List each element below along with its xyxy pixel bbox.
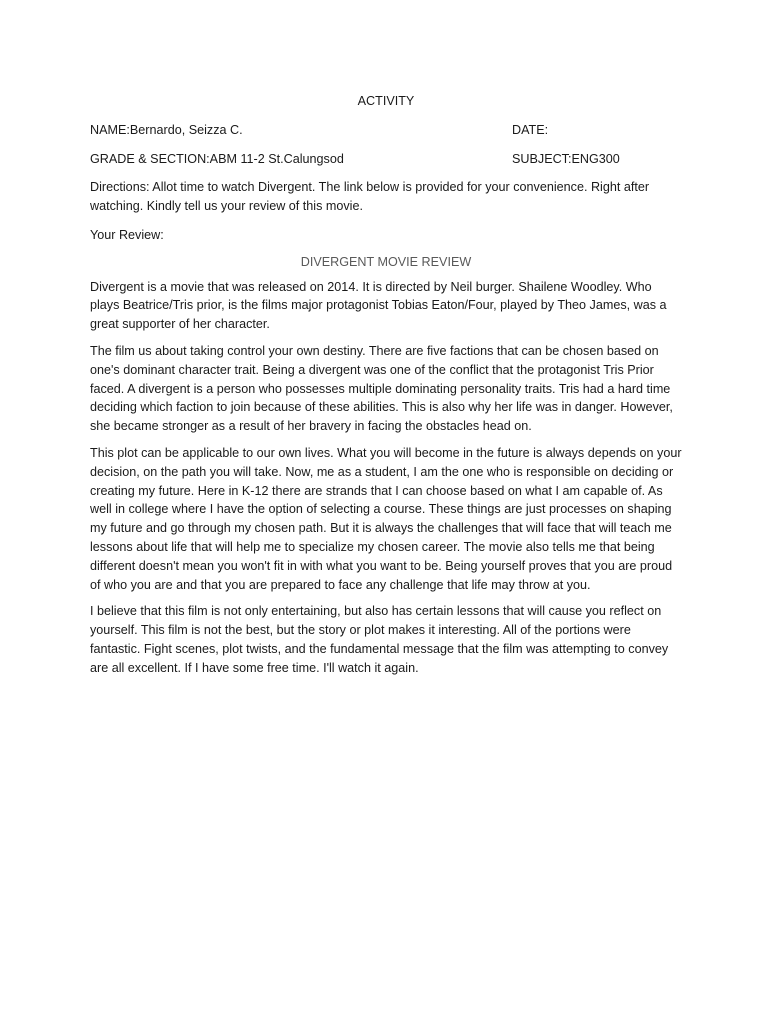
subject-value: ENG300	[571, 151, 620, 166]
review-paragraph: This plot can be applicable to our own lives. What you will become in the future is always depends on your decision, on the path you will take. Now, me as a student, I am the one who is responsible on deciding or creating my future. Here in K-12 there are strands that I can choose based on what I am capable of. As well in college where I have the option of selecting a course. These things are just processes on shaping my future and go through my chosen path. But it is always the challenges that will face that will teach me lessons about life that will help me to specialize my chosen career. The movie also tells me that being different doesn't mean you won't fit in with what you want to be. Being yourself proves that you are proud of who you are and that you are prepared to face any challenge that life may throw at you.	[90, 445, 682, 592]
review-paragraph: I believe that this film is not only entertaining, but also has certain lessons that will cause you reflect on yourself. This film is not the best, but the story or plot makes it interesting. All of the portions were fantastic. Fight scenes, plot twists, and the fundamental message that the film was attempting to convey are all excellent. If I have some free time. I'll watch it again.	[90, 604, 669, 675]
name-value: Bernardo, Seizza C.	[129, 122, 243, 137]
grade-subject-row	[90, 150, 682, 169]
name-label: NAME:	[90, 122, 130, 137]
activity-title: ACTIVITY	[357, 94, 415, 108]
review-paragraph: The film us about taking control your own destiny. There are five factions that can be chosen based on one's dominant character trait. Being a divergent was one of the conflict that the protagonist Tris Prior faced. A divergent is a person who possesses multiple dominating personality traits. Tris had a hard time deciding which faction to join because of these abilities. This is also why her life was in danger. However, she became stronger as a result of her bravery in facing the obstacles head on.	[90, 343, 673, 434]
grade-value: ABM 11-2 St.Calungsod	[209, 151, 344, 166]
subject-label: SUBJECT:	[512, 151, 572, 166]
document-body	[90, 92, 682, 686]
grade-section-field	[90, 150, 344, 169]
subject-field	[512, 150, 682, 169]
grade-label: GRADE & SECTION:	[90, 151, 210, 166]
date-label: DATE:	[512, 122, 549, 137]
directions-text: Directions: Allot time to watch Divergent. The link below is provided for your convenience. Right after watching. Kindly tell us your review of this movie.	[90, 180, 650, 214]
date-field	[512, 121, 682, 140]
name-date-row	[90, 121, 682, 140]
review-paragraph: Divergent is a movie that was released on 2014. It is directed by Neil burger. Shailene Woodley. Who plays Beatrice/Tris prior, is the films major protagonist Tobias Eaton/Four, played by Theo James, was a great supporter of her character.	[90, 279, 667, 332]
name-field	[90, 121, 243, 140]
review-title: DIVERGENT MOVIE REVIEW	[300, 254, 472, 269]
your-review-label: Your Review:	[90, 227, 164, 242]
